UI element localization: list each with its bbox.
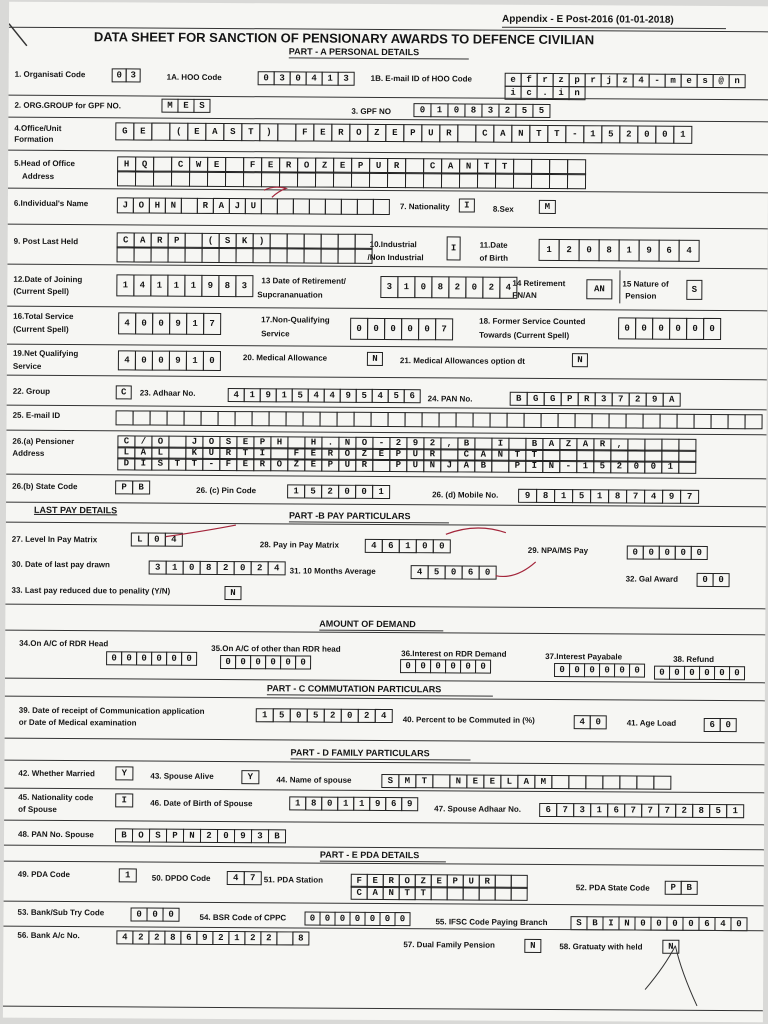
label-avg: 31. 10 Months Average: [289, 566, 376, 576]
field-spouse-aadhaar[interactable]: 6 7 3 1 6 7 7 7 2 8 5 1: [540, 803, 744, 818]
label-medical-allowance: 20. Medical Allowance: [242, 353, 328, 363]
section-amount: AMOUNT OF DEMAND: [319, 618, 416, 630]
label-level: 27. Level In Pay Matrix: [11, 534, 98, 545]
field-name[interactable]: J O H N R A J U: [118, 197, 390, 215]
label-nature: 15 Nature of: [622, 279, 669, 289]
field-spouse-pan[interactable]: B O S P N 2 0 9 3 B: [116, 828, 286, 843]
label-dor: 13 Date of Retirement/: [261, 276, 346, 286]
field-medical-option[interactable]: N: [573, 353, 588, 367]
field-mobile[interactable]: 9 8 1 5 1 8 7 4 9 7: [519, 489, 699, 504]
field-org-code[interactable]: 0 3: [113, 68, 141, 82]
field-org-group[interactable]: M E S: [162, 99, 210, 113]
label-hoo-email: 1B. E-mail ID of HOO Code: [370, 73, 473, 84]
label-spouse-dob: 46. Date of Birth of Spouse: [150, 798, 253, 809]
label-receipt-date: 39. Date of receipt of Communication application: [18, 705, 205, 716]
field-married[interactable]: Y: [116, 766, 133, 780]
label-other-rdr: 35.On A/C of other than RDR head: [211, 643, 341, 654]
field-pda-code[interactable]: 1: [120, 868, 137, 882]
label-group: 22. Group: [12, 386, 51, 396]
field-bank-account[interactable]: 4 2 2 8 6 9 2 1 2 2 8: [117, 930, 309, 945]
label-pda-state: 52. PDA State Code: [575, 883, 650, 893]
field-fnan[interactable]: AN: [587, 279, 612, 299]
field-net-qualifying[interactable]: 4 0 0 9 1 0: [119, 350, 221, 371]
label-dpdo-code: 50. DPDO Code: [151, 873, 211, 883]
label-non-qualifying: 17.Non-Qualifying: [261, 315, 330, 325]
field-pda-state[interactable]: P B: [666, 881, 698, 895]
label-total-service: 16.Total Service: [13, 311, 74, 322]
label-pay-matrix: 28. Pay in Pay Matrix: [259, 540, 339, 550]
section-part-c: PART - C COMMUTATION PARTICULARS: [266, 683, 442, 695]
label-medical-option: 21. Medical Allowances option dt: [399, 356, 526, 366]
label-dob: 11.Date: [479, 240, 508, 250]
field-commuted[interactable]: 4 0: [575, 715, 607, 729]
field-interest-payable[interactable]: 0 0 0 0 0 0: [555, 663, 645, 678]
label-commuted: 40. Percent to be Commuted in (%): [402, 715, 535, 725]
label-married: 42. Whether Married: [18, 768, 95, 779]
field-other-rdr[interactable]: 0 0 0 0 0 0: [221, 655, 311, 670]
label-bank-code: 53. Bank/Sub Try Code: [17, 907, 105, 918]
section-part-e: PART - E PDA DETAILS: [319, 849, 420, 861]
label-sex: 8.Sex: [492, 204, 514, 214]
label-email: 25. E-mail ID: [12, 410, 61, 421]
label-last-pay-date: 30. Date of last pay drawn: [11, 559, 110, 570]
label-retirement: 14 Retirement: [512, 278, 566, 289]
label-office: 4.Office/Unit: [14, 123, 62, 134]
field-level[interactable]: L 0 4: [132, 532, 183, 546]
label-spouse-pan: 48. PAN No. Spouse: [17, 829, 94, 840]
appendix-label: Appendix - E Post-2016 (01-01-2018): [501, 13, 674, 26]
page-title: DATA SHEET FOR SANCTION OF PENSIONARY AWARDS TO DEFENCE CIVILIAN: [93, 29, 595, 48]
section-last-pay: LAST PAY DETAILS: [33, 504, 118, 516]
label-address: 26.(a) Pensioner: [12, 436, 75, 447]
field-receipt-date[interactable]: 1 5 0 5 2 0 2 4: [257, 708, 393, 723]
field-last-pay-date[interactable]: 3 1 0 8 2 0 2 4: [150, 561, 286, 576]
label-interest-rdr: 36.Interest on RDR Demand: [401, 649, 507, 659]
field-spouse-nationality[interactable]: I: [116, 793, 133, 807]
field-pan[interactable]: B G G P R 3 7 2 9 A: [511, 392, 681, 407]
label-aadhaar: 23. Adhaar No.: [139, 388, 196, 398]
field-former-service[interactable]: 0 0 0 0 0 0: [619, 317, 721, 340]
field-address-line3[interactable]: D I S T T - F E R O Z E P U R P U N J A B P I N - 1 5 2 0 0 1: [118, 457, 696, 474]
field-head-office[interactable]: H Q C W E F E R O Z E P U R C A N T T: [118, 156, 586, 175]
field-address-line1[interactable]: C / O J O S E P H H . N O - 2 9 2 , B I B A Z A R ,: [118, 435, 696, 452]
label-refund: 38. Refund: [673, 654, 715, 665]
label-state-code: 26.(b) State Code: [12, 481, 78, 492]
label-bsr: 54. BSR Code of CPPC: [199, 912, 287, 923]
field-post[interactable]: C A R P ( S K ): [118, 232, 373, 250]
field-address-line2[interactable]: L A L K U R T I F E R O Z E P U R C A N T T: [118, 446, 696, 463]
field-state-code[interactable]: P B: [116, 480, 150, 494]
field-bank-code[interactable]: 0 0 0: [131, 907, 179, 921]
section-part-b: PART -B PAY PARTICULARS: [288, 510, 411, 522]
field-bsr[interactable]: 0 0 0 0 0 0 0: [305, 912, 410, 927]
label-post: 9. Post Last Held: [13, 236, 79, 247]
label-interest-payable: 37.Interest Payabale: [545, 651, 623, 662]
field-spouse-alive[interactable]: Y: [242, 770, 259, 784]
field-gal-award[interactable]: 0 0: [698, 573, 730, 587]
field-interest-rdr[interactable]: 0 0 0 0 0 0: [401, 659, 491, 674]
field-gpf-no[interactable]: 0 1 0 8 3 2 5 5: [414, 103, 550, 118]
field-nature[interactable]: S: [687, 280, 702, 300]
label-ifsc: 55. IFSC Code Paying Branch: [435, 917, 548, 927]
label-pin-code: 26. (c) Pin Code: [196, 485, 257, 496]
field-dual-pension[interactable]: N: [525, 939, 541, 953]
label-npa: 29. NPA/MS Pay: [527, 545, 589, 556]
field-age-load[interactable]: 6 0: [705, 718, 737, 732]
field-npa[interactable]: 0 0 0 0 0: [628, 545, 708, 559]
label-spouse-alive: 43. Spouse Alive: [150, 771, 214, 781]
label-net-qualifying: 19.Net Qualifying: [12, 348, 79, 359]
field-office[interactable]: G E ( E A S T ) F E R O Z E P U R C A N T T - 1 5 2 0 0 1: [116, 122, 692, 144]
field-ifsc[interactable]: S B I N 0 0 0 0 6 4 0: [571, 916, 747, 931]
field-non-qualifying[interactable]: 0 0 0 0 0 7: [351, 318, 453, 341]
label-pda-station: 51. PDA Station: [263, 875, 324, 885]
label-org-group: 2. ORG.GROUP for GPF NO.: [14, 100, 122, 111]
label-spouse-nationality: 45. Nationality code: [18, 792, 94, 803]
label-rdr: 34.On A/C of RDR Head: [19, 638, 109, 649]
label-former-service: 18. Former Service Counted: [479, 316, 586, 327]
label-gratuity-withheld: 58. Gratuaty with held: [559, 942, 643, 952]
pen-marks: [3, 2, 768, 1023]
label-spouse-name: 44. Name of spouse: [276, 775, 352, 785]
label-spouse-aadhaar: 47. Spouse Adhaar No.: [434, 804, 522, 814]
label-bank-account: 56. Bank A/c No.: [17, 930, 80, 941]
field-dor[interactable]: 3 1 0 8 2 0 2 4: [381, 276, 517, 299]
label-org-code: 1. Organisati Code: [14, 69, 86, 80]
label-age-load: 41. Age Load: [626, 718, 677, 728]
section-part-a: PART - A PERSONAL DETAILS: [288, 46, 420, 58]
label-name: 6.Individual's Name: [13, 198, 89, 209]
field-pda-station-1[interactable]: F E R O Z E P U R: [352, 874, 528, 889]
field-hoo-code[interactable]: 0 3 0 4 1 3: [259, 71, 355, 86]
label-mobile: 26. (d) Mobile No.: [432, 490, 499, 500]
field-dob[interactable]: 1 2 0 8 1 9 6 4: [540, 239, 700, 262]
label-industrial: 10.Industrial: [369, 239, 417, 250]
field-spouse-name[interactable]: S M T N E E L A M: [382, 774, 671, 790]
label-pda-code: 49. PDA Code: [17, 869, 70, 880]
field-spouse-dob[interactable]: 1 8 0 1 1 9 6 9: [290, 796, 418, 811]
field-doj[interactable]: 1 4 1 1 1 9 8 3: [117, 274, 253, 297]
field-email-line1[interactable]: e f r z p r j z 4 - m e s @ n: [506, 73, 746, 88]
label-hoo-code: 1A. HOO Code: [166, 72, 222, 82]
field-total-service[interactable]: 4 0 0 9 1 7: [119, 312, 221, 335]
field-pay-matrix[interactable]: 4 6 1 0 0: [366, 539, 451, 554]
label-gpf: 3. GPF NO: [351, 106, 392, 117]
field-penalty[interactable]: N: [225, 586, 241, 600]
field-dpdo-code[interactable]: 4 7: [228, 871, 262, 885]
field-gratuity-withheld[interactable]: N: [663, 940, 679, 954]
field-nationality[interactable]: I: [460, 198, 475, 212]
field-email-line2[interactable]: i c . i n: [506, 86, 586, 100]
field-refund[interactable]: 0 0 0 0 0 0: [655, 666, 745, 681]
section-part-d: PART - D FAMILY PARTICULARS: [290, 747, 430, 759]
label-pan: 24. PAN No.: [427, 394, 473, 404]
field-pda-station-2[interactable]: C A N T T: [352, 886, 528, 901]
field-medical-allowance[interactable]: N: [368, 352, 383, 366]
label-penalty: 33. Last pay reduced due to penality (Y/N): [11, 585, 171, 596]
field-rdr[interactable]: 0 0 0 0 0 0: [107, 651, 197, 666]
data-sheet: Appendix - E Post-2016 (01-01-2018) DATA SHEET FOR SANCTION OF PENSIONARY AWARDS TO DEFENCE CIVILIAN PART - A PERSONAL DETAILS 1. Organisati Code 0 3 1A. HOO Code 0 3 0 4 1 3 1B. E-mail ID of HOO Code e f r z p r j z 4 - m e s @ n i c . i n 2. ORG.GROUP for GPF NO. M E S 3. GPF NO 0 1 0 8 3 2 5 5 4.Office/Unit Formation G E ( E A S T ) F E R O Z E P U R C A N T T - 1 5 2 0 0 1 5.Head of Office Address H Q C W E F E R O Z E P U R C A N T T 6.Individual's Name J O H N R A J U 7. Nationality I 8.Sex M 9. Post Last Held C A R P ( S K ) 10.Industrial /Non Industrial I 11.Date of Birth 1 2 0 8 1 9 6 4 12.Date of Joining (Current Spell) 1 4 1 1 1 9 8 3 13 Date of Retirement/ Supcrananuation 3 1 0 8 2 0 2 4 14 Retirement FN/AN AN 15 Nature of Pension S 16.Total Service (Current Spell) 4 0 0 9 1 7 17.Non-Qualifying Service 0 0 0 0 0 7 18. Former Service Counted Towards (Current Spell) 0 0 0 0 0 0 19.Net Qualifying Service 4 0 0 9 1 0 20. Medical Allowance N 21. Medical Allowances option dt N 22. Group C 23. Adhaar No. 4 1 9 1 5 4 4 9 5 4 5 6 24. PAN No. B G G P R 3 7 2 9 A 25. E-mail ID 26.(a) Pensioner Address C / O J O S E P H H . N O - 2 9 2 , B I B A Z A R , L A L K U R T I F E R O Z E P U R C A N T T D I S T T - F E R O Z E P U R P U N J A B P I N - 1 5 2 0 0 1 26.(b) State Code P B 26. (c) Pin Code 1 5 2 0 0 1 26. (d) Mobile No. 9 8 1 5 1 8 7 4 9 7 LAST PAY DETAILS PART -B PAY PARTICULARS 27. Level In Pay Matrix L 0 4 28. Pay in Pay Matrix 4 6 1 0 0 29. NPA/MS Pay 0 0 0 0 0 30. Date of last pay drawn 3 1 0 8 2 0 2 4 31. 10 Months Average 4 5 0 6 0 32. Gal Award 0 0 33. Last pay reduced due to penality (Y/N) N AMOUNT OF DEMAND 34.On A/C of RDR Head 0 0 0 0 0 0 35.On A/C of other than RDR head 0 0 0 0 0 0 36.Interest on RDR Demand 0 0 0 0 0 0 37.Interest Payabale 0 0 0 0 0 0 38. Refund 0 0 0 0 0 0 PART - C COMMUTATION PARTICULARS 39. Date of receipt of Communication application or Date of Medical examination 1 5 0 5 2 0 2 4 40. Percent to be Commuted in (%) 4 0 41. Age Load 6 0 PART - D FAMILY PARTICULARS 42. Whether Married Y 43. Spouse Alive Y 44. Name of spouse S M T N E E L A M 45. Nationality code of Spouse I 46. Date of Birth of Spouse 1 8 0 1 1 9 6 9 47. Spouse Adhaar No. 6 7 3 1 6 7 7 7 2 8 5 1 48. PAN No. Spouse B O S P N 2 0 9 3 B PART - E PDA DETAILS 49. PDA Code 1 50. DPDO Code 4 7 51. PDA Station F E R O Z E P U R C A N T T 52. PDA State Code P B 53. Bank/Sub Try Code 0 0 0 54. BSR Code of CPPC 0 0 0 0 0 0 0 55. IFSC Code Paying Branch S B I N 0 0 0 0 6 4 0 56. Bank A/c No. 4 2 2 8 6 9 2 1 2 2 8 57. Dual Family Pension N 58. Gratuaty with held N: [3, 2, 768, 1023]
field-sex[interactable]: M: [540, 200, 556, 214]
field-group[interactable]: C: [117, 385, 132, 399]
label-head-office: 5.Head of Office: [14, 158, 76, 169]
field-aadhaar[interactable]: 4 1 9 1 5 4 4 9 5 4 5 6: [229, 388, 421, 403]
label-doj: 12.Date of Joining: [13, 274, 83, 285]
field-industrial[interactable]: I: [448, 236, 461, 260]
label-nationality: 7. Nationality: [399, 202, 450, 212]
field-pin-code[interactable]: 1 5 2 0 0 1: [288, 484, 390, 499]
label-dual-pension: 57. Dual Family Pension: [403, 940, 495, 950]
field-avg[interactable]: 4 5 0 6 0: [412, 565, 497, 580]
label-gal-award: 32. Gal Award: [625, 574, 679, 584]
